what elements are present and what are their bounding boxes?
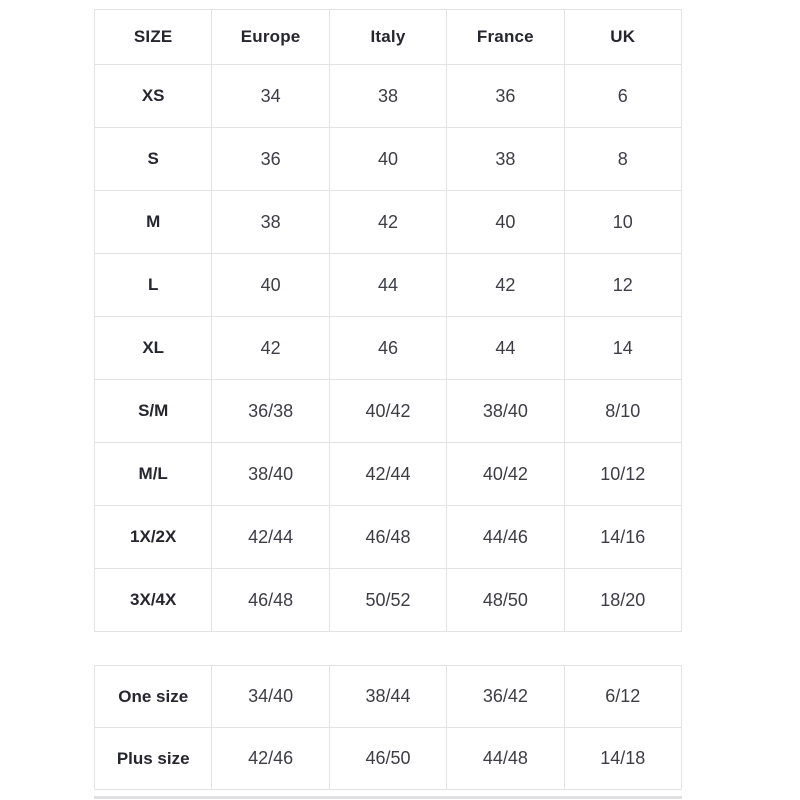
value-cell: 36/42 [447, 666, 564, 728]
value-cell: 46/48 [212, 569, 329, 632]
value-cell: 38/44 [329, 666, 446, 728]
column-header-france: France [447, 10, 564, 65]
value-cell: 38 [329, 65, 446, 128]
table-row [95, 506, 682, 569]
table-row [95, 443, 682, 506]
value-cell: 36 [447, 65, 564, 128]
value-cell: 38/40 [212, 443, 329, 506]
value-cell: 42/44 [329, 443, 446, 506]
value-cell: 14 [564, 317, 681, 380]
value-cell: 14/18 [564, 728, 681, 790]
value-cell: 50/52 [329, 569, 446, 632]
value-cell: 44/48 [447, 728, 564, 790]
value-cell: 42 [329, 191, 446, 254]
column-header-uk: UK [564, 10, 681, 65]
value-cell: 34/40 [212, 666, 329, 728]
size-label-cell: XS [95, 65, 212, 128]
value-cell: 14/16 [564, 506, 681, 569]
value-cell: 36 [212, 128, 329, 191]
value-cell: 44 [329, 254, 446, 317]
value-cell: 38/40 [447, 380, 564, 443]
size-label-cell: S [95, 128, 212, 191]
table-row [95, 65, 682, 128]
value-cell: 44 [447, 317, 564, 380]
value-cell: 38 [447, 128, 564, 191]
value-cell: 8/10 [564, 380, 681, 443]
value-cell: 46/48 [329, 506, 446, 569]
table-row [95, 128, 682, 191]
table-row [95, 254, 682, 317]
value-cell: 42 [447, 254, 564, 317]
size-conversion-table [94, 9, 682, 632]
value-cell: 10 [564, 191, 681, 254]
header-row [95, 10, 682, 65]
value-cell: 40/42 [329, 380, 446, 443]
value-cell: 10/12 [564, 443, 681, 506]
table-row [95, 666, 682, 728]
size-label-cell: One size [95, 666, 212, 728]
value-cell: 44/46 [447, 506, 564, 569]
table-row [95, 728, 682, 790]
value-cell: 48/50 [447, 569, 564, 632]
value-cell: 6 [564, 65, 681, 128]
size-label-cell: 1X/2X [95, 506, 212, 569]
value-cell: 12 [564, 254, 681, 317]
value-cell: 34 [212, 65, 329, 128]
column-header-europe: Europe [212, 10, 329, 65]
value-cell: 36/38 [212, 380, 329, 443]
size-label-cell: M [95, 191, 212, 254]
size-label-cell: Plus size [95, 728, 212, 790]
size-label-cell: XL [95, 317, 212, 380]
one-size-plus-size-table [94, 665, 682, 790]
value-cell: 40/42 [447, 443, 564, 506]
value-cell: 46/50 [329, 728, 446, 790]
size-label-cell: S/M [95, 380, 212, 443]
bottom-section-divider [94, 796, 682, 799]
value-cell: 46 [329, 317, 446, 380]
value-cell: 40 [447, 191, 564, 254]
value-cell: 42/44 [212, 506, 329, 569]
table-row [95, 569, 682, 632]
value-cell: 8 [564, 128, 681, 191]
value-cell: 40 [212, 254, 329, 317]
size-label-cell: 3X/4X [95, 569, 212, 632]
size-label-cell: L [95, 254, 212, 317]
value-cell: 40 [329, 128, 446, 191]
value-cell: 42 [212, 317, 329, 380]
column-header-size: SIZE [95, 10, 212, 65]
table-row [95, 380, 682, 443]
value-cell: 6/12 [564, 666, 681, 728]
size-label-cell: M/L [95, 443, 212, 506]
column-header-italy: Italy [329, 10, 446, 65]
value-cell: 18/20 [564, 569, 681, 632]
table-row [95, 317, 682, 380]
value-cell: 38 [212, 191, 329, 254]
table-row [95, 191, 682, 254]
value-cell: 42/46 [212, 728, 329, 790]
